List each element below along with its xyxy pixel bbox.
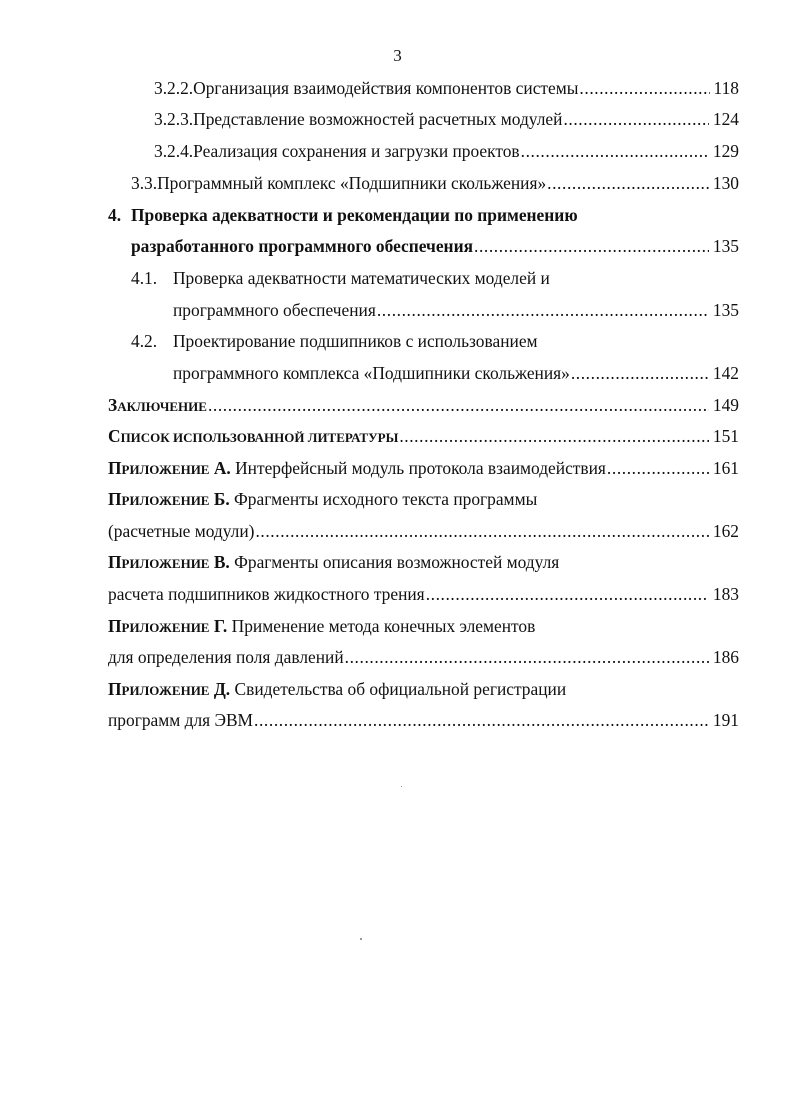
- page-ref: 162: [712, 521, 739, 541]
- toc-entry-appendix-v-line1[interactable]: [108, 550, 739, 574]
- appendix-title-continued: расчета подшипников жидкостного трения: [108, 584, 425, 604]
- toc-entry-3-2-4[interactable]: [154, 139, 739, 163]
- appendix-title: ПРИЛОЖЕНИЕ Г. Применение метода конечных элементов: [108, 616, 536, 636]
- toc-entry-4-2-line2[interactable]: [173, 361, 739, 385]
- dot-leader: [521, 139, 709, 163]
- toc-entry-3-2-2[interactable]: [154, 76, 739, 100]
- section-title: Программный комплекс «Подшипники скольжения»: [157, 173, 547, 193]
- section-title: Проектирование подшипников с использованием: [173, 331, 538, 351]
- section-title-continued: разработанного программного обеспечения: [131, 236, 474, 256]
- section-title: ЗАКЛЮЧЕНИЕ: [108, 395, 207, 415]
- page-ref: 151: [712, 426, 739, 446]
- section-number: 3.2.3.: [154, 109, 194, 129]
- toc-entry-4-1-line2[interactable]: [173, 298, 739, 322]
- dot-leader: [255, 519, 708, 543]
- appendix-title: ПРИЛОЖЕНИЕ В. Фрагменты описания возможностей модуля: [108, 552, 560, 572]
- appendix-title-continued: программ для ЭВМ: [108, 710, 254, 730]
- toc-entry-appendix-g-line1[interactable]: [108, 614, 739, 638]
- appendix-title-continued: для определения поля давлений: [108, 647, 344, 667]
- section-title: СПИСОК ИСПОЛЬЗОВАННОЙ ЛИТЕРАТУРЫ: [108, 426, 399, 446]
- section-number: 3.3.: [131, 173, 158, 193]
- page-ref: 161: [712, 458, 739, 478]
- section-number: 4.1.: [131, 268, 158, 288]
- page-ref: 183: [712, 584, 739, 604]
- section-number: 3.2.2.: [154, 78, 194, 98]
- section-title: Представление возможностей расчетных модулей: [193, 109, 563, 129]
- page-ref: 118: [713, 78, 739, 98]
- section-title-continued: программного обеспечения: [173, 300, 376, 320]
- toc-entry-appendix-g-line2[interactable]: [108, 645, 739, 669]
- toc-entry-3-3[interactable]: [131, 171, 739, 195]
- toc-entry-appendix-d-line2[interactable]: [108, 708, 739, 732]
- toc-entry-4-line2[interactable]: [131, 234, 739, 258]
- section-title: Проверка адекватности математических моделей и: [173, 268, 550, 288]
- appendix-title: ПРИЛОЖЕНИЕ Д. Свидетельства об официальной регистрации: [108, 679, 567, 699]
- section-number: 4.2.: [131, 331, 158, 351]
- section-title-continued: программного комплекса «Подшипники скольжения»: [173, 363, 570, 383]
- page-ref: 135: [712, 236, 739, 256]
- dot-leader: [607, 456, 709, 480]
- page-number: 3: [393, 46, 402, 65]
- toc-entry-4-1-line1[interactable]: [131, 266, 739, 290]
- toc-entry-4-line1[interactable]: [108, 203, 739, 227]
- section-number: 3.2.4.: [154, 141, 194, 161]
- dot-leader: [547, 171, 709, 195]
- dot-leader: [345, 645, 709, 669]
- dot-leader: [208, 393, 709, 417]
- section-number: 4.: [108, 205, 122, 225]
- toc-entry-appendix-b-line2[interactable]: [108, 519, 739, 543]
- page-ref: 186: [712, 647, 739, 667]
- page-ref: 129: [712, 141, 739, 161]
- toc-entry-appendix-d-line1[interactable]: [108, 677, 739, 701]
- dot-leader: [399, 424, 709, 448]
- section-title: Проверка адекватности и рекомендации по применению: [131, 205, 578, 225]
- dot-leader: [571, 361, 709, 385]
- section-title: Организация взаимодействия компонентов системы: [193, 78, 579, 98]
- scan-speck: [360, 938, 362, 940]
- dot-leader: [563, 107, 708, 131]
- page-ref: 124: [712, 109, 739, 129]
- toc-entry-appendix-a[interactable]: [108, 456, 739, 480]
- page-ref: 191: [712, 710, 739, 730]
- page-ref: 149: [712, 395, 739, 415]
- toc-entry-appendix-v-line2[interactable]: [108, 582, 739, 606]
- toc-entry-4-2-line1[interactable]: [131, 329, 739, 353]
- appendix-title: ПРИЛОЖЕНИЕ Б. Фрагменты исходного текста программы: [108, 489, 538, 509]
- dot-leader: [426, 582, 709, 606]
- dot-leader: [254, 708, 709, 732]
- section-title: Реализация сохранения и загрузки проектов: [193, 141, 520, 161]
- dot-leader: [579, 76, 709, 100]
- appendix-title-continued: (расчетные модули): [108, 521, 255, 541]
- dot-leader: [377, 298, 709, 322]
- toc-entry-3-2-3[interactable]: [154, 107, 739, 131]
- toc-entry-references[interactable]: [108, 424, 739, 448]
- scan-speck: [401, 786, 402, 787]
- page-ref: 142: [712, 363, 739, 383]
- dot-leader: [474, 234, 709, 258]
- toc-entry-conclusion[interactable]: [108, 393, 739, 417]
- page-ref: 130: [712, 173, 739, 193]
- appendix-title: ПРИЛОЖЕНИЕ А. Интерфейсный модуль протокола взаимодействия: [108, 458, 606, 478]
- page-ref: 135: [712, 300, 739, 320]
- toc-entry-appendix-b-line1[interactable]: [108, 487, 739, 511]
